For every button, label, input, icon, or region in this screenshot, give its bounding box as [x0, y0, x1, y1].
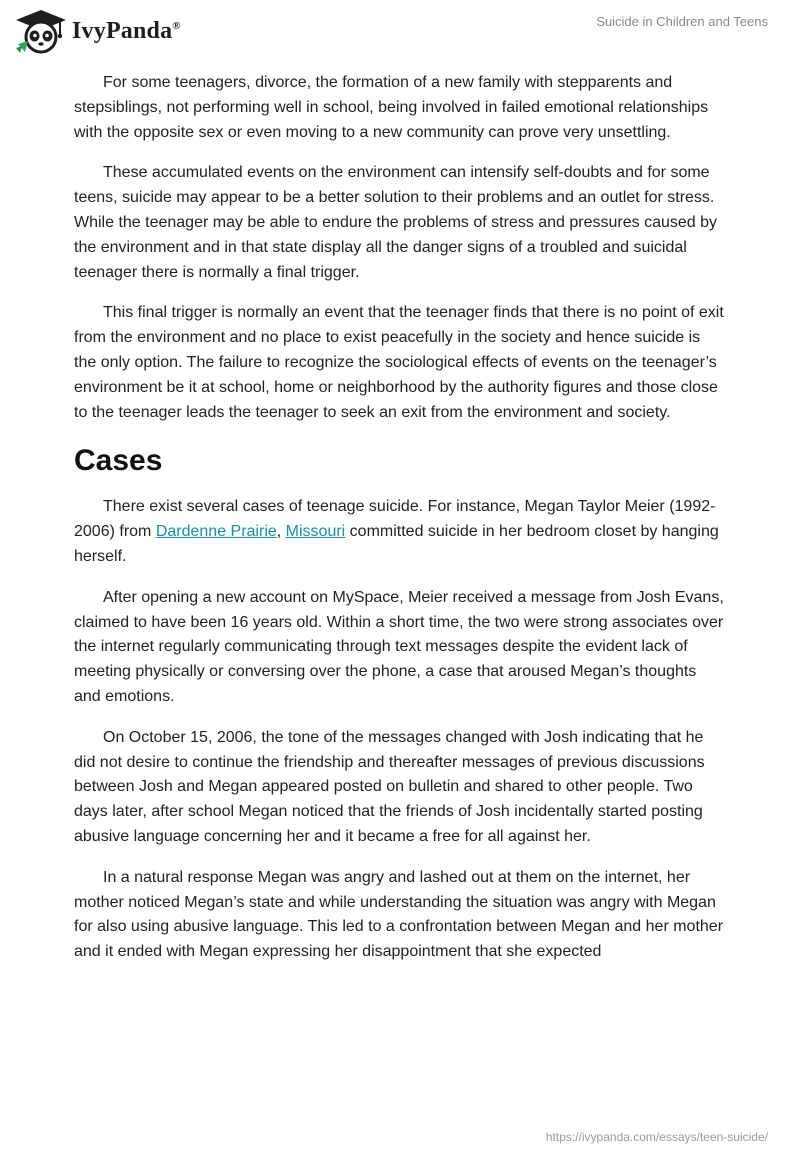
panda-logo-icon — [14, 8, 68, 54]
dardenne-prairie-link[interactable]: Dardenne Prairie — [155, 523, 277, 541]
missouri-link[interactable]: Missouri — [285, 523, 346, 541]
page-header — [0, 0, 800, 60]
paragraph: These accumulated events on the environment can intensify self-doubts and for some teens, suicide may appear to be a better solution to their problems and an outlet for stress. While the teenager may be able to endure the problems of stress and pressures caused by the environment and in that state display all the danger signs of a troubled and suicidal teenager there is normally a final trigger. — [74, 164, 718, 281]
article-body — [74, 71, 726, 981]
document-title: Suicide in Children and Teens — [596, 14, 768, 29]
brand-name: IvyPanda® — [72, 17, 181, 44]
paragraph: For some teenagers, divorce, the formation of a new family with stepparents and stepsiblings, not performing well in school, being involved in failed emotional relationships with the opposite sex or even moving to a new community can prove very unsettling. — [74, 74, 709, 141]
paragraph: On October 15, 2006, the tone of the messages changed with Josh indicating that he did not desire to continue the friendship and thereafter messages of previous discussions between Josh and Megan appeared posted on bulletin and shared to other people. Two days later, after school Megan noticed that the friends of Josh incidentally started posting abusive language concerning her and it became a free for all against her. — [74, 728, 705, 845]
logo[interactable] — [14, 8, 181, 54]
paragraph: After opening a new account on MySpace, Meier received a message from Josh Evans, claimed to have been 16 years old. Within a short time, the two were strong associates over the internet regularly communicating through text messages despite the evident lack of meeting physically or conversing over the phone, a case that aroused Megan’s thoughts and emotions. — [74, 588, 724, 705]
paragraph: In a natural response Megan was angry and lashed out at them on the internet, her mother noticed Megan’s state and while understanding the situation was angry with Megan for also using abusive language. This led to a confrontation between Megan and her mother and it ended with Megan expressing her disappointment that she expected — [74, 868, 724, 961]
paragraph: There exist several cases of teenage suicide. For instance, Megan Taylor Meier (1992-2006) from Dardenne Prairie, Missouri committed suicide in her bedroom closet by hanging herself. — [74, 498, 719, 565]
source-url[interactable]: https://ivypanda.com/essays/teen-suicide/ — [545, 1130, 768, 1144]
paragraph: This final trigger is normally an event that the teenager finds that there is no point of exit from the environment and no place to exist peacefully in the society and hence suicide is the only option. The failure to recognize the sociological effects of events on the teenager’s environment be it at school, home or neighborhood by the authority figures and those close to the teenager leads the teenager to seek an exit from the environment and society. — [74, 304, 724, 421]
section-heading: Cases — [74, 444, 163, 478]
